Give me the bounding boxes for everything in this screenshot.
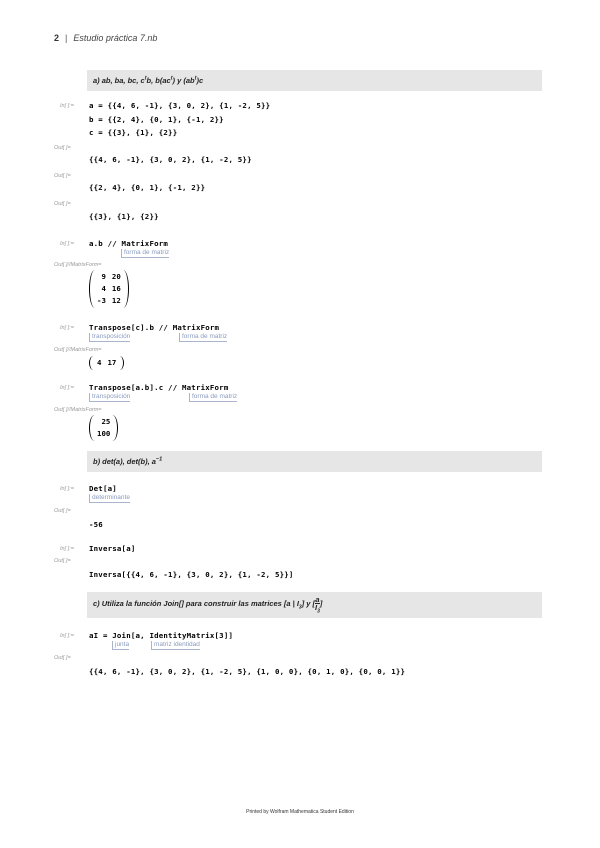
input-cell-c[interactable]: c = {{3}, {1}, {2}} xyxy=(89,128,178,137)
page-header xyxy=(54,33,157,43)
section-heading-c[interactable]: c) Utiliza la función Join[] para construir las matrices [a | $I_3$] y [ $\frac{a}{I_3}$ ] xyxy=(87,592,542,618)
input-cell-join[interactable]: aI = Join[a, IdentityMatrix[3]] xyxy=(89,631,234,640)
page-number: 2 xyxy=(54,33,60,43)
output-label: Out[ ]= xyxy=(54,558,71,564)
code-hint-join[interactable]: junta xyxy=(112,641,129,650)
output-matrix-ctb: 4 17 xyxy=(89,356,124,370)
output-cell-b: {{2, 4}, {0, 1}, {-1, 2}} xyxy=(89,183,206,192)
input-cell-transpose-ab-c[interactable]: Transpose[a.b].c // MatrixForm xyxy=(89,383,229,392)
output-matrix-ab: 9 20 4 16 -3 12 xyxy=(89,270,129,308)
page-footer: Printed by Wolfram Mathematica Student Edition xyxy=(246,809,354,815)
input-label: In[ ]:= xyxy=(60,325,74,331)
output-matrix-label: Out[ ]//MatrixForm= xyxy=(54,347,102,353)
code-hint-determinant[interactable]: determinante xyxy=(89,494,130,503)
output-cell-a: {{4, 6, -1}, {3, 0, 2}, {1, -2, 5}} xyxy=(89,155,252,164)
code-hint-transpose[interactable]: transposición xyxy=(89,333,130,342)
input-label: In[ ]:= xyxy=(60,486,74,492)
section-heading-b[interactable]: b) det(a), det(b), $a^{-1}$ xyxy=(87,451,542,472)
input-cell-b[interactable]: b = {{2, 4}, {0, 1}, {-1, 2}} xyxy=(89,115,224,124)
header-separator: | xyxy=(65,33,68,43)
input-cell-a[interactable]: a = {{4, 6, -1}, {3, 0, 2}, {1, -2, 5}} xyxy=(89,101,271,110)
code-hint-transpose[interactable]: transposición xyxy=(89,393,130,402)
input-cell-inversa[interactable]: Inversa[a] xyxy=(89,544,136,553)
code-hint-matrixform[interactable]: forma de matriz xyxy=(179,333,227,342)
input-label: In[ ]:= xyxy=(60,103,74,109)
input-cell-det[interactable]: Det[a] xyxy=(89,484,117,493)
input-cell-ab[interactable]: a.b // MatrixForm xyxy=(89,239,169,248)
output-matrix-label: Out[ ]//MatrixForm= xyxy=(54,262,102,268)
input-label: In[ ]:= xyxy=(60,633,74,639)
output-matrix-label: Out[ ]//MatrixForm= xyxy=(54,407,102,413)
output-cell-join: {{4, 6, -1}, {3, 0, 2}, {1, -2, 5}, {1, 0, 0}, {0, 1, 0}, {0, 0, 1}} xyxy=(89,667,406,676)
code-hint-matrixform[interactable]: forma de matriz xyxy=(189,393,237,402)
output-label: Out[ ]= xyxy=(54,173,71,179)
output-label: Out[ ]= xyxy=(54,655,71,661)
output-label: Out[ ]= xyxy=(54,201,71,207)
section-heading-a[interactable]: a) ab, ba, bc, $c^tb$, $b(ac^t)$ y $(ab^t)c$ xyxy=(87,70,542,91)
input-label: In[ ]:= xyxy=(60,241,74,247)
input-label: In[ ]:= xyxy=(60,546,74,552)
output-cell-c: {{3}, {1}, {2}} xyxy=(89,212,159,221)
output-matrix-tabc: 25 100 xyxy=(89,415,118,441)
output-cell-det: -56 xyxy=(89,520,103,529)
notebook-title: Estudio práctica 7.nb xyxy=(73,33,158,43)
output-label: Out[ ]= xyxy=(54,145,71,151)
output-label: Out[ ]= xyxy=(54,508,71,514)
input-cell-transpose-c-b[interactable]: Transpose[c].b // MatrixForm xyxy=(89,323,220,332)
output-cell-inversa: Inversa[{{4, 6, -1}, {3, 0, 2}, {1, -2, 5}}] xyxy=(89,570,294,579)
code-hint-identity[interactable]: matriz identidad xyxy=(151,641,200,650)
input-label: In[ ]:= xyxy=(60,385,74,391)
code-hint-matrixform[interactable]: forma de matriz xyxy=(121,249,169,258)
